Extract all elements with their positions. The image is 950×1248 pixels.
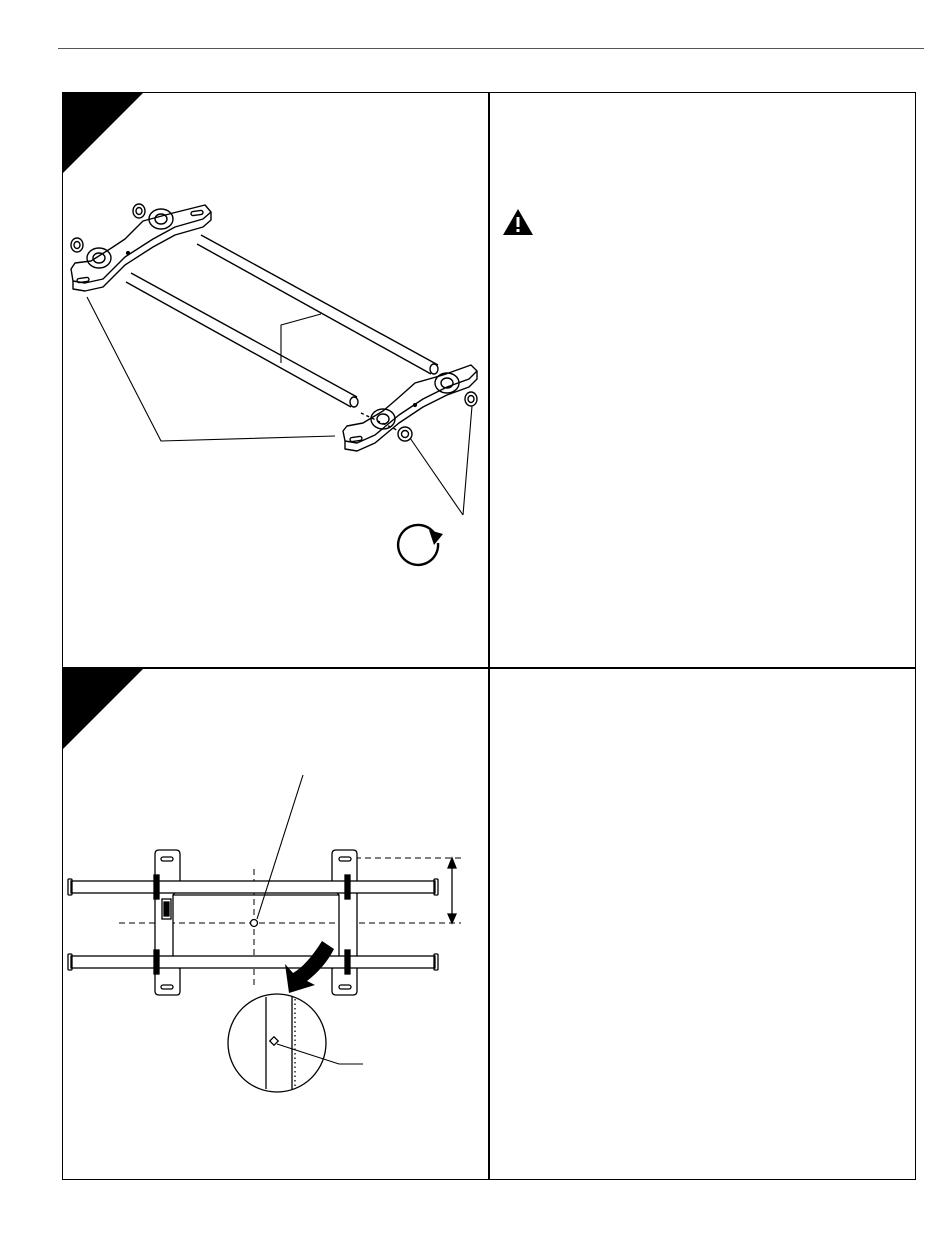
left-knob-1 [71, 238, 83, 252]
tube-front [126, 273, 358, 407]
tube-back [197, 235, 438, 374]
detail-magnifier [228, 994, 363, 1092]
step-2-instructions [500, 690, 905, 1160]
step-1-instructions [500, 110, 905, 650]
header-rule [58, 48, 924, 49]
left-knob-2 [133, 204, 145, 218]
right-knob-2 [465, 392, 477, 406]
step-1-illustration [63, 93, 488, 667]
dimension-arrow [448, 858, 456, 923]
tube-lower [68, 950, 438, 974]
column-divider [488, 92, 490, 1180]
right-knob-1 [398, 427, 412, 441]
rotate-clockwise-icon [398, 525, 443, 565]
step-2-illustration [63, 669, 488, 1179]
